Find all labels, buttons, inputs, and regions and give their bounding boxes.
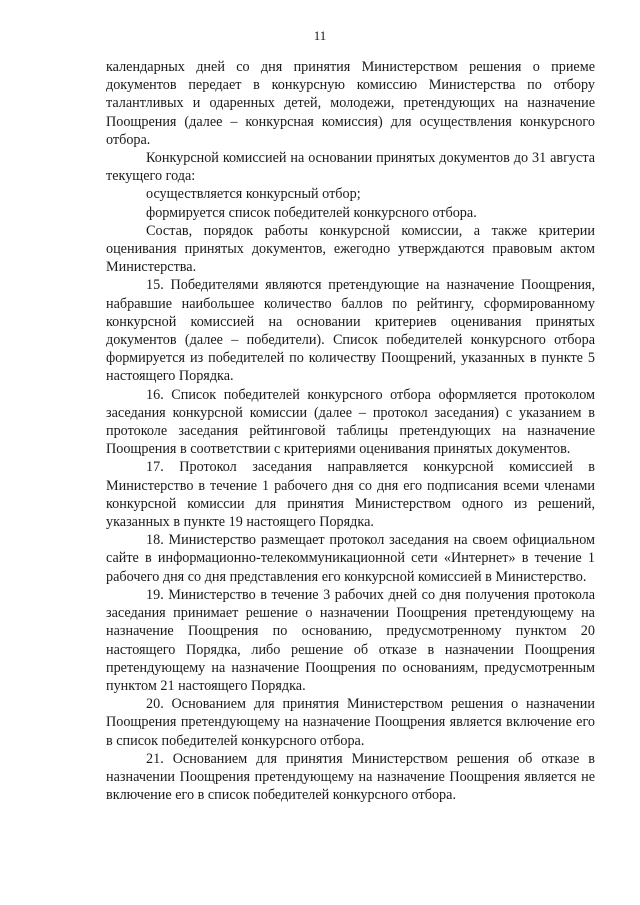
paragraph-continuation: календарных дней со дня принятия Министерством решения о приеме документов передает в конкурсную комиссию Министерства по отбору талантливых и одаренных детей, молодежи, претендующих на назначение Поощрения (далее – конкурсная комиссия) для осуществления конкурсного отбора. xyxy=(106,59,595,148)
paragraph-clause-18: 18. Министерство размещает протокол заседания на своем официальном сайте в информационно-телекоммуникационной сети «Интернет» в течение 1 рабочего дня со дня представления его конкурсной комиссией в Министерство. xyxy=(106,532,595,585)
paragraph-clause-15: 15. Победителями являются претендующие на назначение Поощрения, набравшие наибольшее количество баллов по рейтингу, сформированному конкурсной комиссией на основании критериев оценивания принятых документов (далее – победители). Список победителей конкурсного отбора формируется из победителей по количеству Поощрений, указанных в пункте 5 настоящего Порядка. xyxy=(106,277,595,385)
paragraph-clause-19: 19. Министерство в течение 3 рабочих дней со дня получения протокола заседания принимает решение о назначении Поощрения претендующему на назначение Поощрения по основанию, предусмотренному пунктом 20 настоящего Порядка, либо решение об отказе в назначении Поощрения претендующему на назначение Поощрения по основаниям, предусмотренным пунктом 21 настоящего Порядка. xyxy=(106,586,595,694)
document-body xyxy=(106,58,595,804)
paragraph-clause-16: 16. Список победителей конкурсного отбора оформляется протоколом заседания конкурсной комиссии (далее – протокол заседания) с указанием в протоколе заседания рейтинговой таблицы претендующих на назначение Поощрения в соответствии с критериями оценивания принятых документов. xyxy=(106,386,595,458)
paragraph-commission-composition: Состав, порядок работы конкурсной комиссии, а также критерии оценивания принятых документов, ежегодно утверждаются правовым актом Министерства. xyxy=(106,222,595,276)
page-number: 11 xyxy=(313,28,327,43)
paragraph-clause-20: 20. Основанием для принятия Министерством решения о назначении Поощрения претендующему на назначение Поощрения является включение его в список победителей конкурсного отбора. xyxy=(106,696,595,749)
paragraph-commission-tasks: Конкурсной комиссией на основании принятых документов до 31 августа текущего года: xyxy=(106,150,595,185)
paragraph-clause-21: 21. Основанием для принятия Министерством решения об отказе в назначении Поощрения претендующему на назначение Поощрения является не включение его в список победителей конкурсного отбора. xyxy=(106,750,595,804)
list-item-selection: осуществляется конкурсный отбор; xyxy=(146,186,361,203)
list-item-winners-list: формируется список победителей конкурсного отбора. xyxy=(146,204,477,221)
paragraph-clause-17: 17. Протокол заседания направляется конкурсной комиссией в Министерство в течение 1 рабочего дня со дня его подписания всеми членами конкурсной комиссии для принятия Министерством одного из решений, указанных в пункте 19 настоящего Порядка. xyxy=(106,459,595,531)
